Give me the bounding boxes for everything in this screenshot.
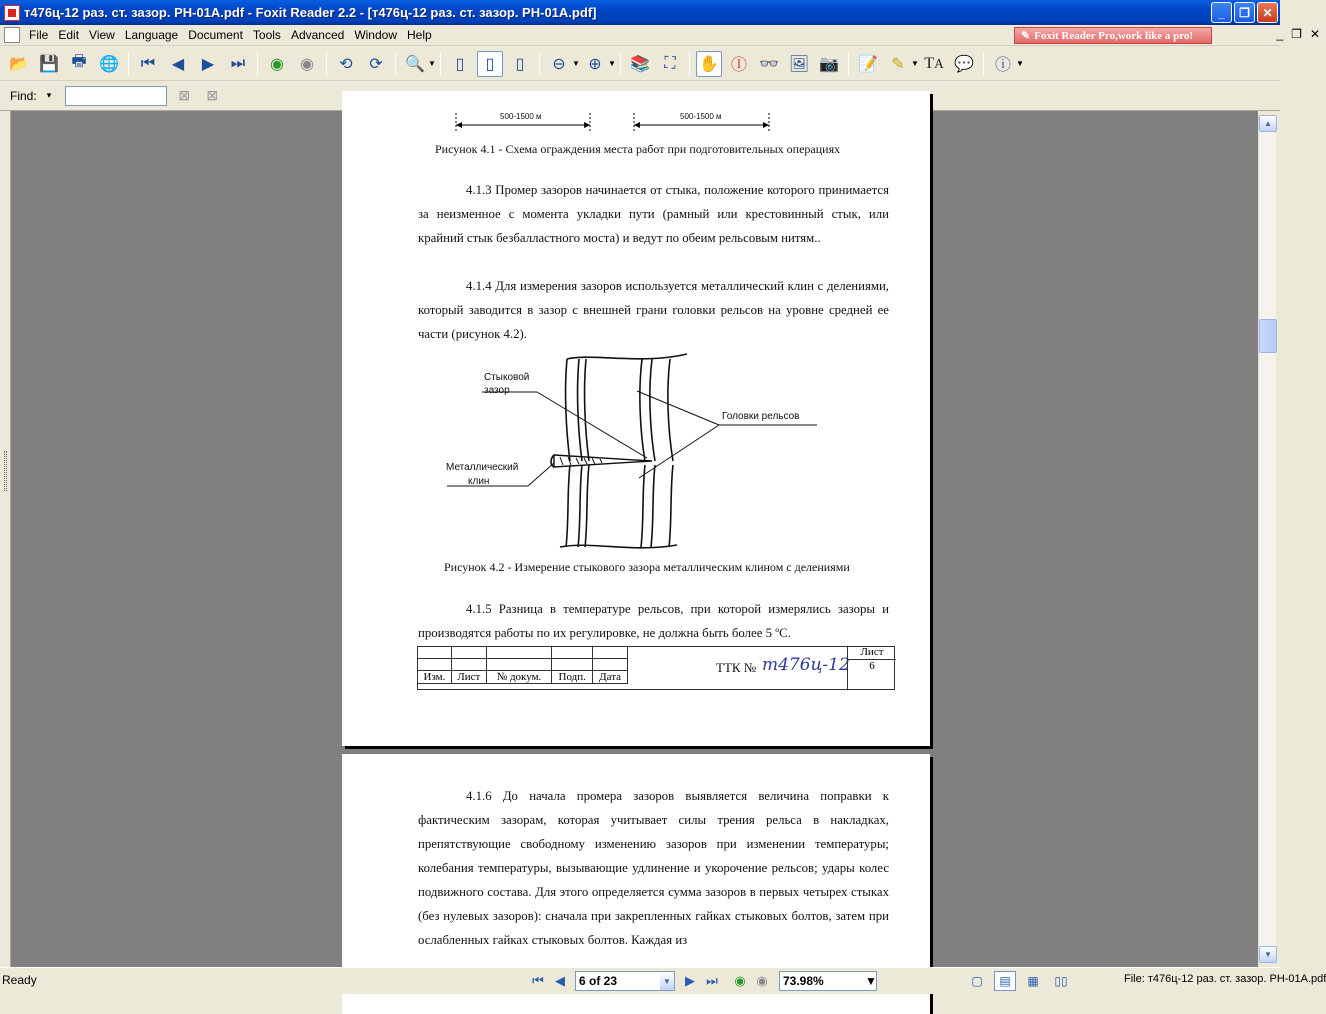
info-dropdown-icon[interactable]: ▼ bbox=[1016, 59, 1024, 68]
sheet-label: Лист bbox=[848, 646, 896, 660]
menu-tools[interactable]: Tools bbox=[252, 28, 281, 42]
toolbar-separator bbox=[128, 52, 129, 76]
zoom-dropdown-arrow-icon[interactable]: ▼ bbox=[862, 972, 876, 990]
label-butt-gap-1: Стыковой bbox=[484, 372, 530, 383]
toolbar-separator bbox=[689, 52, 690, 76]
print-icon[interactable]: 🖶 bbox=[71, 53, 87, 70]
figure-4-2-caption: Рисунок 4.2 - Измерение стыкового зазора металлическим клином с делениями bbox=[444, 560, 850, 574]
zoom-icon[interactable]: 🔍 bbox=[405, 55, 425, 73]
promo-text: Foxit Reader Pro,work like a pro! bbox=[1034, 29, 1194, 42]
zoom-dropdown-icon[interactable]: ▼ bbox=[428, 59, 436, 68]
toolbar-separator bbox=[440, 52, 441, 76]
toolbar-separator bbox=[395, 52, 396, 76]
paragraph-4-1-3 bbox=[418, 178, 889, 250]
status-bar bbox=[0, 967, 1326, 994]
pen-icon: ✎ bbox=[1021, 30, 1031, 42]
first-page-icon[interactable]: ⏮ bbox=[140, 54, 156, 72]
minimize-button[interactable]: _ bbox=[1211, 2, 1232, 23]
menu-edit[interactable]: Edit bbox=[58, 28, 80, 42]
status-ready: Ready bbox=[2, 973, 37, 987]
main-toolbar bbox=[0, 47, 1280, 81]
back-icon[interactable]: ◉ bbox=[270, 55, 284, 73]
highlight-icon[interactable]: ✎ bbox=[891, 55, 905, 73]
open-icon[interactable]: 📂 bbox=[9, 55, 29, 73]
note-icon[interactable]: 💬 bbox=[954, 55, 974, 73]
fullscreen-icon[interactable]: ⛶ bbox=[664, 54, 676, 72]
paragraph-4-1-6-text: 4.1.6 До начала промера зазоров выявляется величина поправки к фактическим зазорам, которая учитывает силы трения рельса в накладках, препятствующие свободному изменению зазоров при изменении температуры; колебания температуры, вызывающие удлинение и укорочение рельсов; удары колес подвижного состава. Для этого определяется сумма зазоров в первых четырех стыках (без нулевых зазоров): сначала при закрепленных гайках стыковых болтов, затем при ослабленных гайках стыковых болтов. Каждая из bbox=[418, 789, 889, 947]
label-metal-wedge-1: Металлический bbox=[446, 462, 519, 473]
zoom-out-dropdown-icon[interactable]: ▼ bbox=[572, 59, 580, 68]
page-dropdown-icon[interactable]: ▼ bbox=[660, 972, 674, 990]
paragraph-4-1-4 bbox=[418, 274, 889, 346]
fit-page-icon[interactable]: ▯ bbox=[477, 51, 503, 77]
zoom-in-dropdown-icon[interactable]: ▼ bbox=[608, 59, 616, 68]
splitter-grip[interactable] bbox=[4, 451, 7, 491]
label-rail-heads: Головки рельсов bbox=[722, 411, 800, 422]
maximize-button[interactable]: ❐ bbox=[1234, 2, 1255, 23]
continuous-facing-icon[interactable]: ▯▯ bbox=[1054, 974, 1068, 988]
highlight-dropdown-icon[interactable]: ▼ bbox=[911, 59, 919, 68]
menu-language[interactable]: Language bbox=[124, 28, 179, 42]
zoom-in-icon[interactable]: ⊕ bbox=[588, 55, 602, 73]
facing-pages-icon[interactable]: ▦ bbox=[1027, 974, 1039, 988]
figure-4-1-caption: Рисунок 4.1 - Схема ограждения места работ при подготовительных операциях bbox=[435, 142, 841, 156]
status-prev-page-icon[interactable]: ◀ bbox=[555, 973, 565, 988]
paragraph-4-1-5-text: 4.1.5 Разница в температуре рельсов, при которой измерялись зазоры и производятся работы по их регулировке, не должна быть более 5 ºС. bbox=[418, 602, 889, 640]
paragraph-4-1-4-text: 4.1.4 Для измерения зазоров используется металлический клин с делениями, который заводится в зазор с внешней грани головки рельсов на уровне средней ее части (рисунок 4.2). bbox=[418, 279, 889, 341]
paragraph-4-1-6 bbox=[418, 784, 889, 952]
stamp-col-list: Лист bbox=[451, 671, 486, 684]
rotate-ccw-icon[interactable]: ⟲ bbox=[339, 55, 353, 73]
promo-banner[interactable] bbox=[1014, 27, 1212, 44]
scroll-down-icon[interactable]: ▼ bbox=[1259, 946, 1277, 963]
window-title: т476ц-12 раз. ст. зазор. РН-01А.pdf - Foxit Reader 2.2 - [т476ц-12 раз. ст. зазор. РН-01А.pdf] bbox=[24, 5, 597, 20]
status-forward-icon[interactable]: ◉ bbox=[756, 973, 768, 988]
ttk-label: ТТК № bbox=[716, 660, 757, 675]
stamp-col-doc: № докум. bbox=[486, 671, 552, 684]
typewriter-icon[interactable]: T A bbox=[924, 54, 944, 72]
find-binoculars-icon[interactable]: 👓 bbox=[759, 55, 779, 73]
last-page-icon[interactable]: ⏭ bbox=[230, 54, 246, 72]
toolbar-separator bbox=[983, 52, 984, 76]
menu-view[interactable]: View bbox=[89, 28, 115, 42]
vertical-scrollbar[interactable] bbox=[1258, 115, 1276, 963]
menu-window[interactable]: Window bbox=[354, 28, 397, 42]
rotate-cw-icon[interactable]: ⟳ bbox=[369, 55, 383, 73]
toolbar-separator bbox=[326, 52, 327, 76]
toolbar-separator bbox=[257, 52, 258, 76]
status-next-page-icon[interactable]: ▶ bbox=[685, 973, 695, 988]
document-icon[interactable] bbox=[4, 27, 20, 43]
stamp-col-izm: Изм. bbox=[418, 671, 452, 684]
toolbar-separator bbox=[539, 52, 540, 76]
find-next-icon[interactable]: ⊠ bbox=[206, 87, 219, 103]
stamp-col-date: Дата bbox=[593, 671, 628, 684]
bookmarks-icon[interactable]: 📚 bbox=[630, 55, 650, 73]
status-first-page-icon[interactable]: ⏮ bbox=[532, 973, 544, 988]
label-metal-wedge-2: клин bbox=[468, 476, 490, 487]
scroll-thumb[interactable] bbox=[1259, 319, 1277, 353]
scroll-up-icon[interactable]: ▲ bbox=[1259, 115, 1277, 132]
pdf-app-icon bbox=[4, 5, 20, 21]
status-back-icon[interactable]: ◉ bbox=[734, 973, 746, 988]
pdf-page-6 bbox=[342, 91, 930, 746]
stamp-col-sign: Подп. bbox=[552, 671, 593, 684]
select-text-icon[interactable]: Ⓘ bbox=[730, 57, 747, 74]
page-navigation bbox=[527, 970, 877, 992]
sheet-number: 6 bbox=[869, 660, 875, 672]
zoom-out-icon[interactable]: ⊖ bbox=[552, 55, 566, 73]
title-block-stamp bbox=[417, 646, 895, 690]
dim-label-left: 500-1500 м bbox=[500, 112, 542, 121]
paragraph-4-1-3-text: 4.1.3 Промер зазоров начинается от стыка, положение которого принимается за неизменное с момента укладки пути (рамный или крестовинный стык, или крайний стык безбалластного моста) и ведут по обеим рельсовым нитям.. bbox=[418, 183, 889, 245]
info-icon[interactable]: ⓘ bbox=[994, 57, 1011, 74]
menu-document[interactable]: Document bbox=[188, 28, 243, 42]
navigation-pane-splitter[interactable] bbox=[0, 111, 11, 967]
find-options-dropdown[interactable]: ▾ bbox=[46, 90, 52, 100]
snapshot-icon[interactable]: 📷 bbox=[819, 55, 839, 73]
title-bar bbox=[0, 0, 1280, 25]
zoom-text: 73.98% bbox=[783, 974, 824, 988]
save-icon[interactable]: 💾 bbox=[39, 55, 59, 73]
single-page-icon[interactable]: ▢ bbox=[971, 974, 983, 988]
zoom-box[interactable] bbox=[779, 971, 877, 991]
menu-file[interactable]: File bbox=[29, 28, 49, 42]
dimension-lines-figure bbox=[442, 111, 782, 133]
find-prev-icon[interactable]: ⊠ bbox=[178, 87, 191, 103]
toolbar-separator bbox=[620, 52, 621, 76]
prev-page-icon[interactable]: ◀ bbox=[171, 55, 185, 73]
sheet-cell bbox=[847, 646, 896, 690]
toolbar-separator bbox=[848, 52, 849, 76]
mdi-controls bbox=[1276, 27, 1320, 41]
status-file-info: File: т476ц-12 раз. ст. зазор. РН-01А.pdf bbox=[1124, 973, 1326, 985]
paragraph-4-1-5 bbox=[418, 597, 889, 645]
page-number-box[interactable] bbox=[575, 971, 675, 991]
label-butt-gap-2: зазор bbox=[484, 385, 510, 396]
find-input[interactable] bbox=[65, 86, 167, 106]
document-viewport[interactable] bbox=[11, 111, 1258, 967]
dim-label-right: 500-1500 м bbox=[680, 112, 722, 121]
page-number-text: 6 of 23 bbox=[579, 974, 618, 988]
mdi-restore-button[interactable]: ❐ bbox=[1291, 27, 1302, 41]
actual-size-icon[interactable]: ▯ bbox=[455, 55, 465, 73]
find-label: Find: bbox=[10, 88, 37, 103]
status-last-page-icon[interactable]: ⏭ bbox=[706, 973, 718, 988]
continuous-page-icon[interactable]: ▤ bbox=[994, 971, 1016, 991]
close-button[interactable]: ✕ bbox=[1257, 2, 1278, 23]
mdi-minimize-button[interactable]: _ bbox=[1276, 27, 1284, 41]
menu-help[interactable]: Help bbox=[407, 28, 432, 42]
ttk-number-handwritten: т476ц-12 bbox=[762, 655, 850, 675]
stamp-table bbox=[417, 646, 628, 684]
forward-icon[interactable]: ◉ bbox=[300, 55, 314, 73]
view-mode-buttons bbox=[966, 971, 1072, 991]
annotation-icon[interactable]: 📝 bbox=[858, 55, 878, 73]
mdi-close-button[interactable]: ✕ bbox=[1309, 27, 1320, 41]
fit-width-icon[interactable]: ▯ bbox=[515, 55, 525, 73]
hand-tool-icon[interactable]: ✋ bbox=[696, 51, 722, 77]
select-image-icon[interactable]: 🖼 bbox=[788, 55, 810, 73]
web-icon[interactable]: 🌐 bbox=[99, 55, 119, 73]
next-page-icon[interactable]: ▶ bbox=[201, 55, 215, 73]
menu-advanced[interactable]: Advanced bbox=[290, 28, 345, 42]
